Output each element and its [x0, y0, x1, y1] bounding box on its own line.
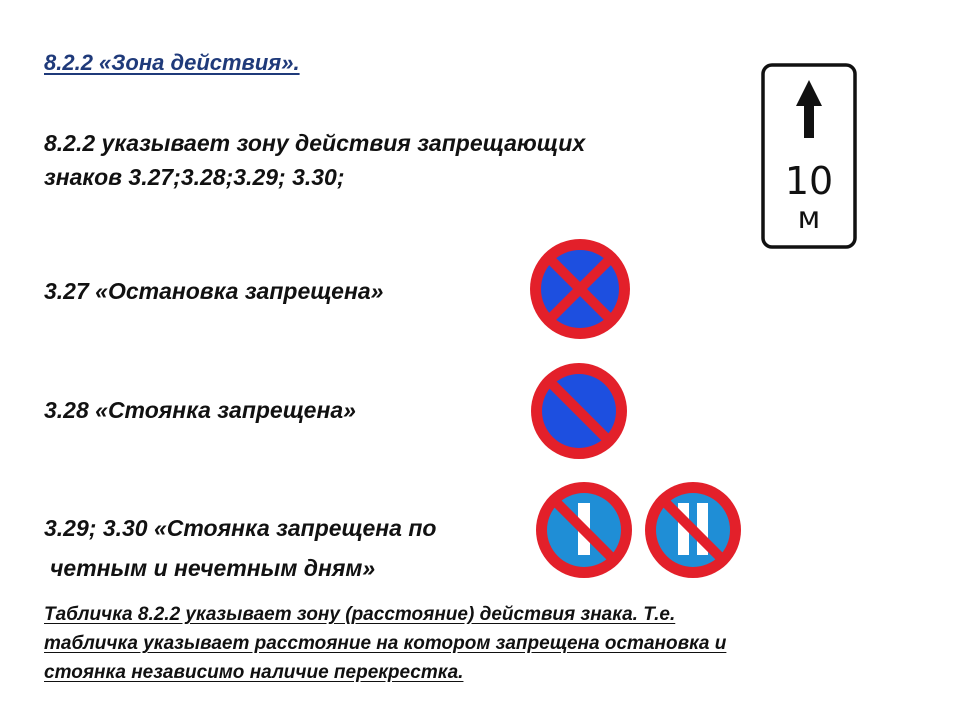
sign-3-29-3-30-label — [44, 508, 436, 588]
intro-line-2: знаков 3.27;3.28;3.29; 3.30; — [44, 164, 345, 190]
sign-3-29-label-line-2: четным и нечетным дням» — [50, 555, 376, 581]
note-line-1: Табличка 8.2.2 указывает зону (расстояние) действия знака. Т.е. — [44, 604, 676, 625]
intro-line-1: 8.2.2 указывает зону действия запрещающих — [44, 130, 586, 156]
note-text — [44, 600, 726, 687]
plate-8-2-2-icon — [760, 62, 858, 250]
plate-distance: 10 — [784, 159, 834, 203]
no-parking-sign-icon — [528, 360, 630, 462]
sign-3-27-label: 3.27 «Остановка запрещена» — [44, 278, 384, 304]
plate-unit: м — [797, 201, 821, 236]
no-parking-odd-days-sign-icon — [533, 479, 635, 581]
intro-text — [44, 126, 585, 194]
sign-3-28-label: 3.28 «Стоянка запрещена» — [44, 397, 356, 423]
heading: 8.2.2 «Зона действия». — [44, 50, 300, 75]
note-line-3: стоянка независимо наличие перекрестка. — [44, 662, 464, 683]
no-parking-even-days-sign-icon — [642, 479, 744, 581]
no-stopping-sign-icon — [527, 236, 633, 342]
note-line-2: табличка указывает расстояние на котором запрещена остановка и — [44, 633, 727, 654]
sign-3-29-label-line-1: 3.29; 3.30 «Стоянка запрещена по — [44, 515, 437, 541]
